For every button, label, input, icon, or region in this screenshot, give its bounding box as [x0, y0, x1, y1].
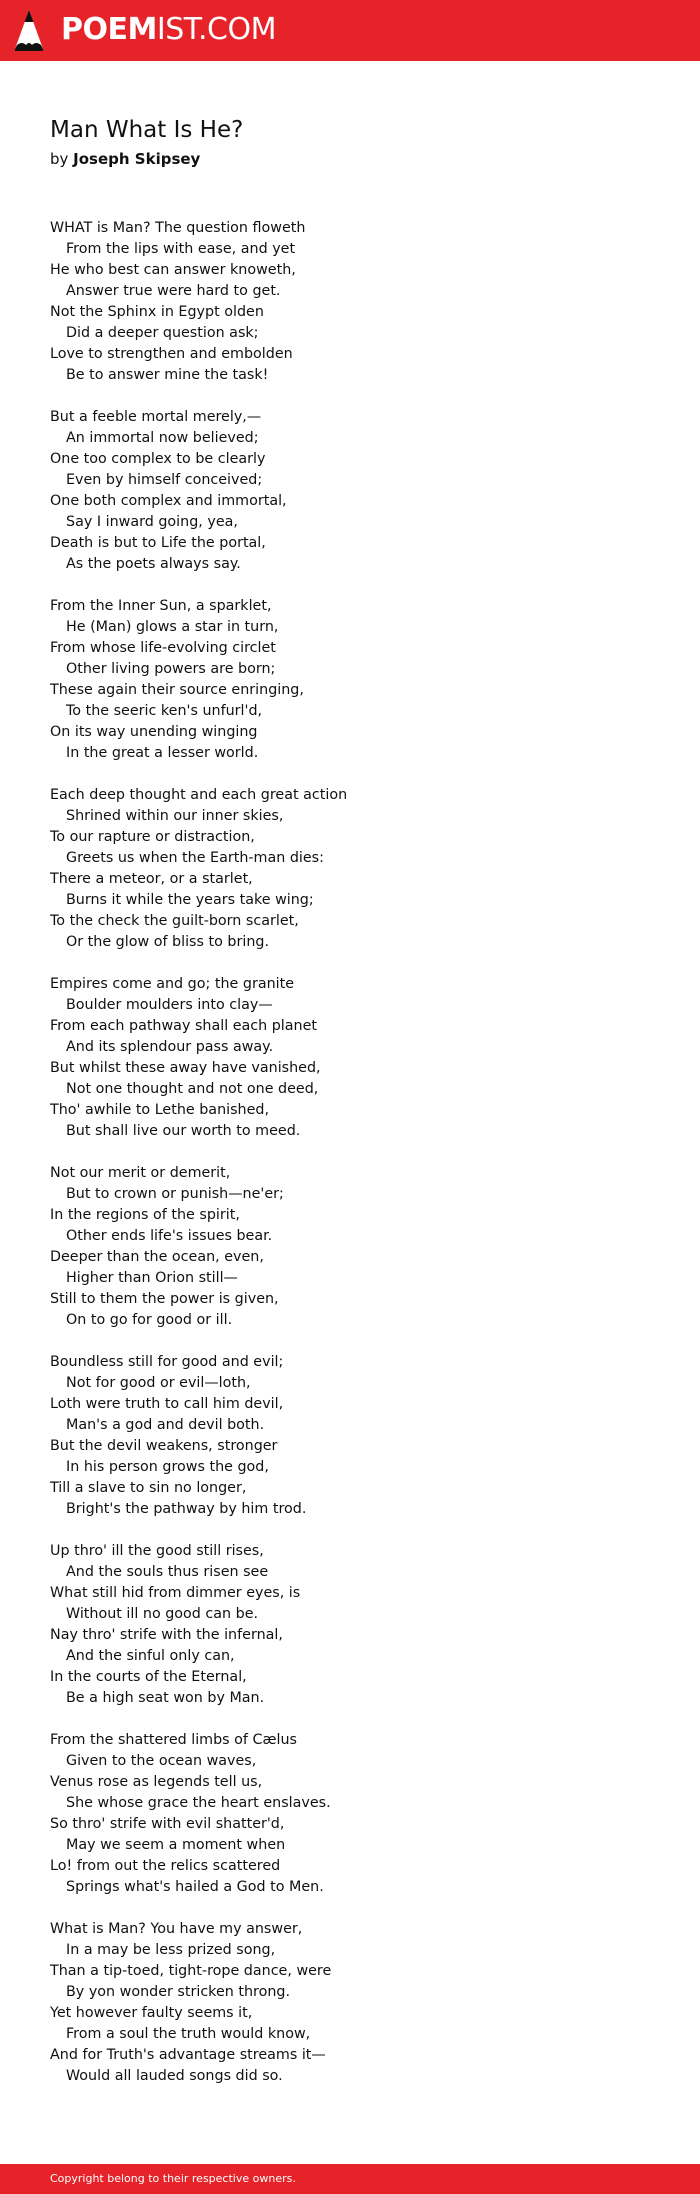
poem-line: On to go for good or ill. — [66, 1312, 233, 1328]
logo-text-bold: POEM — [61, 12, 157, 47]
poem-line: Love to strengthen and embolden — [50, 346, 293, 362]
poem-line: He (Man) glows a star in turn, — [66, 619, 279, 635]
poem-line: Bright's the pathway by him trod. — [66, 1501, 307, 1517]
poem-line: And its splendour pass away. — [66, 1039, 274, 1055]
poem-line: On its way unending winging — [50, 724, 258, 740]
poem-line: Answer true were hard to get. — [66, 283, 281, 299]
poem-line: May we seem a moment when — [66, 1837, 286, 1853]
poem-line: What is Man? You have my answer, — [50, 1921, 303, 1937]
poem-line: But a feeble mortal merely,— — [50, 409, 262, 425]
poem-line: From a soul the truth would know, — [66, 2026, 311, 2042]
poem-line: But shall live our worth to meed. — [66, 1123, 301, 1139]
poem-line: Each deep thought and each great action — [50, 787, 348, 803]
poem-line: So thro' strife with evil shatter'd, — [50, 1816, 285, 1832]
poem-line: In his person grows the god, — [66, 1459, 269, 1475]
poem-stanza — [50, 1352, 650, 1520]
poem-line: Than a tip-toed, tight-rope dance, were — [50, 1963, 332, 1979]
poem-line: By yon wonder stricken throng. — [66, 1984, 291, 2000]
poem-line: In the courts of the Eternal, — [50, 1669, 247, 1685]
poem-body — [50, 218, 650, 2108]
poem-line: Not the Sphinx in Egypt olden — [50, 304, 264, 320]
poem-line: Loth were truth to call him devil, — [50, 1396, 284, 1412]
copyright-notice: Copyright belong to their respective owners. — [50, 2172, 296, 2185]
poem-line: To the seeric ken's unfurl'd, — [66, 703, 263, 719]
poem-line: In a may be less prized song, — [66, 1942, 276, 1958]
poem-line: Till a slave to sin no longer, — [50, 1480, 247, 1496]
poem-line: Burns it while the years take wing; — [66, 892, 314, 908]
poem-line: Yet however faulty seems it, — [50, 2005, 253, 2021]
poem-line: Venus rose as legends tell us, — [50, 1774, 263, 1790]
poem-line: Boulder moulders into clay— — [66, 997, 273, 1013]
poem-line: To our rapture or distraction, — [50, 829, 255, 845]
poem-line: Be to answer mine the task! — [66, 367, 269, 383]
poem-line: And for Truth's advantage streams it— — [50, 2047, 326, 2063]
poem-line: Death is but to Life the portal, — [50, 535, 266, 551]
poem-line: Not for good or evil—loth, — [66, 1375, 251, 1391]
poem-line: Deeper than the ocean, even, — [50, 1249, 264, 1265]
poem-line: Boundless still for good and evil; — [50, 1354, 284, 1370]
poem-line: Not our merit or demerit, — [50, 1165, 231, 1181]
poem-line: Without ill no good can be. — [66, 1606, 259, 1622]
poem-line: She whose grace the heart enslaves. — [66, 1795, 331, 1811]
poem-line: Be a high seat won by Man. — [66, 1690, 265, 1706]
poem-stanza — [50, 1919, 650, 2087]
site-logo[interactable] — [61, 12, 276, 48]
site-header — [0, 0, 700, 61]
poem-line: One both complex and immortal, — [50, 493, 287, 509]
logo-text-light: IST.COM — [156, 12, 276, 47]
poem-line: As the poets always say. — [66, 556, 241, 572]
poem-line: Lo! from out the relics scattered — [50, 1858, 281, 1874]
poem-line: He who best can answer knoweth, — [50, 262, 296, 278]
poem-stanza — [50, 1730, 650, 1898]
poem-line: Say I inward going, yea, — [66, 514, 238, 530]
poem-stanza — [50, 785, 650, 953]
poem-line: Given to the ocean waves, — [66, 1753, 257, 1769]
poem-stanza — [50, 407, 650, 575]
poem-line: And the souls thus risen see — [66, 1564, 269, 1580]
poem-line: Nay thro' strife with the infernal, — [50, 1627, 283, 1643]
poem-line: There a meteor, or a starlet, — [50, 871, 253, 887]
poem-line: To the check the guilt-born scarlet, — [50, 913, 299, 929]
poem-line: Would all lauded songs did so. — [66, 2068, 283, 2084]
poem-line: Springs what's hailed a God to Men. — [66, 1879, 324, 1895]
poem-line: But whilst these away have vanished, — [50, 1060, 321, 1076]
poem-line: From each pathway shall each planet — [50, 1018, 318, 1034]
poem-line: Or the glow of bliss to bring. — [66, 934, 270, 950]
poem-line: Man's a god and devil both. — [66, 1417, 265, 1433]
poem-title: Man What Is He? — [50, 117, 244, 143]
poem-line: Tho' awhile to Lethe banished, — [50, 1102, 270, 1118]
poem-line: Empires come and go; the granite — [50, 976, 295, 992]
poem-line: Other ends life's issues bear. — [66, 1228, 273, 1244]
poem-line: These again their source enringing, — [50, 682, 304, 698]
poem-stanza — [50, 1163, 650, 1331]
by-label: by — [50, 150, 74, 168]
poem-line: From the lips with ease, and yet — [66, 241, 296, 257]
poem-line: An immortal now believed; — [66, 430, 259, 446]
poem-line: What still hid from dimmer eyes, is — [50, 1585, 301, 1601]
poem-stanza — [50, 974, 650, 1142]
poem-line: Even by himself conceived; — [66, 472, 263, 488]
poem-line: From the Inner Sun, a sparklet, — [50, 598, 272, 614]
poem-line: Shrined within our inner skies, — [66, 808, 284, 824]
poem-header — [50, 114, 650, 170]
poem-stanza — [50, 1541, 650, 1709]
poem-stanza — [50, 218, 650, 386]
poem-line: One too complex to be clearly — [50, 451, 266, 467]
poem-line: And the sinful only can, — [66, 1648, 235, 1664]
poem-line: Still to them the power is given, — [50, 1291, 279, 1307]
poem-line: In the regions of the spirit, — [50, 1207, 240, 1223]
poem-line: Up thro' ill the good still rises, — [50, 1543, 264, 1559]
poem-line: Did a deeper question ask; — [66, 325, 259, 341]
poem-author[interactable]: Joseph Skipsey — [73, 150, 201, 168]
poem-line: From whose life-evolving circlet — [50, 640, 276, 656]
poem-line: Higher than Orion still— — [66, 1270, 238, 1286]
poem-line: Not one thought and not one deed, — [66, 1081, 319, 1097]
pencil-tip-icon[interactable] — [14, 9, 44, 51]
poem-byline — [50, 148, 650, 170]
poem-line: Other living powers are born; — [66, 661, 276, 677]
poem-line: But the devil weakens, stronger — [50, 1438, 278, 1454]
poem-line: But to crown or punish—ne'er; — [66, 1186, 284, 1202]
poem-line: WHAT is Man? The question floweth — [50, 220, 306, 236]
site-footer — [0, 2164, 700, 2194]
poem-stanza — [50, 596, 650, 764]
poem-line: In the great a lesser world. — [66, 745, 259, 761]
poem-line: Greets us when the Earth-man dies: — [66, 850, 324, 866]
poem-line: From the shattered limbs of Cælus — [50, 1732, 297, 1748]
